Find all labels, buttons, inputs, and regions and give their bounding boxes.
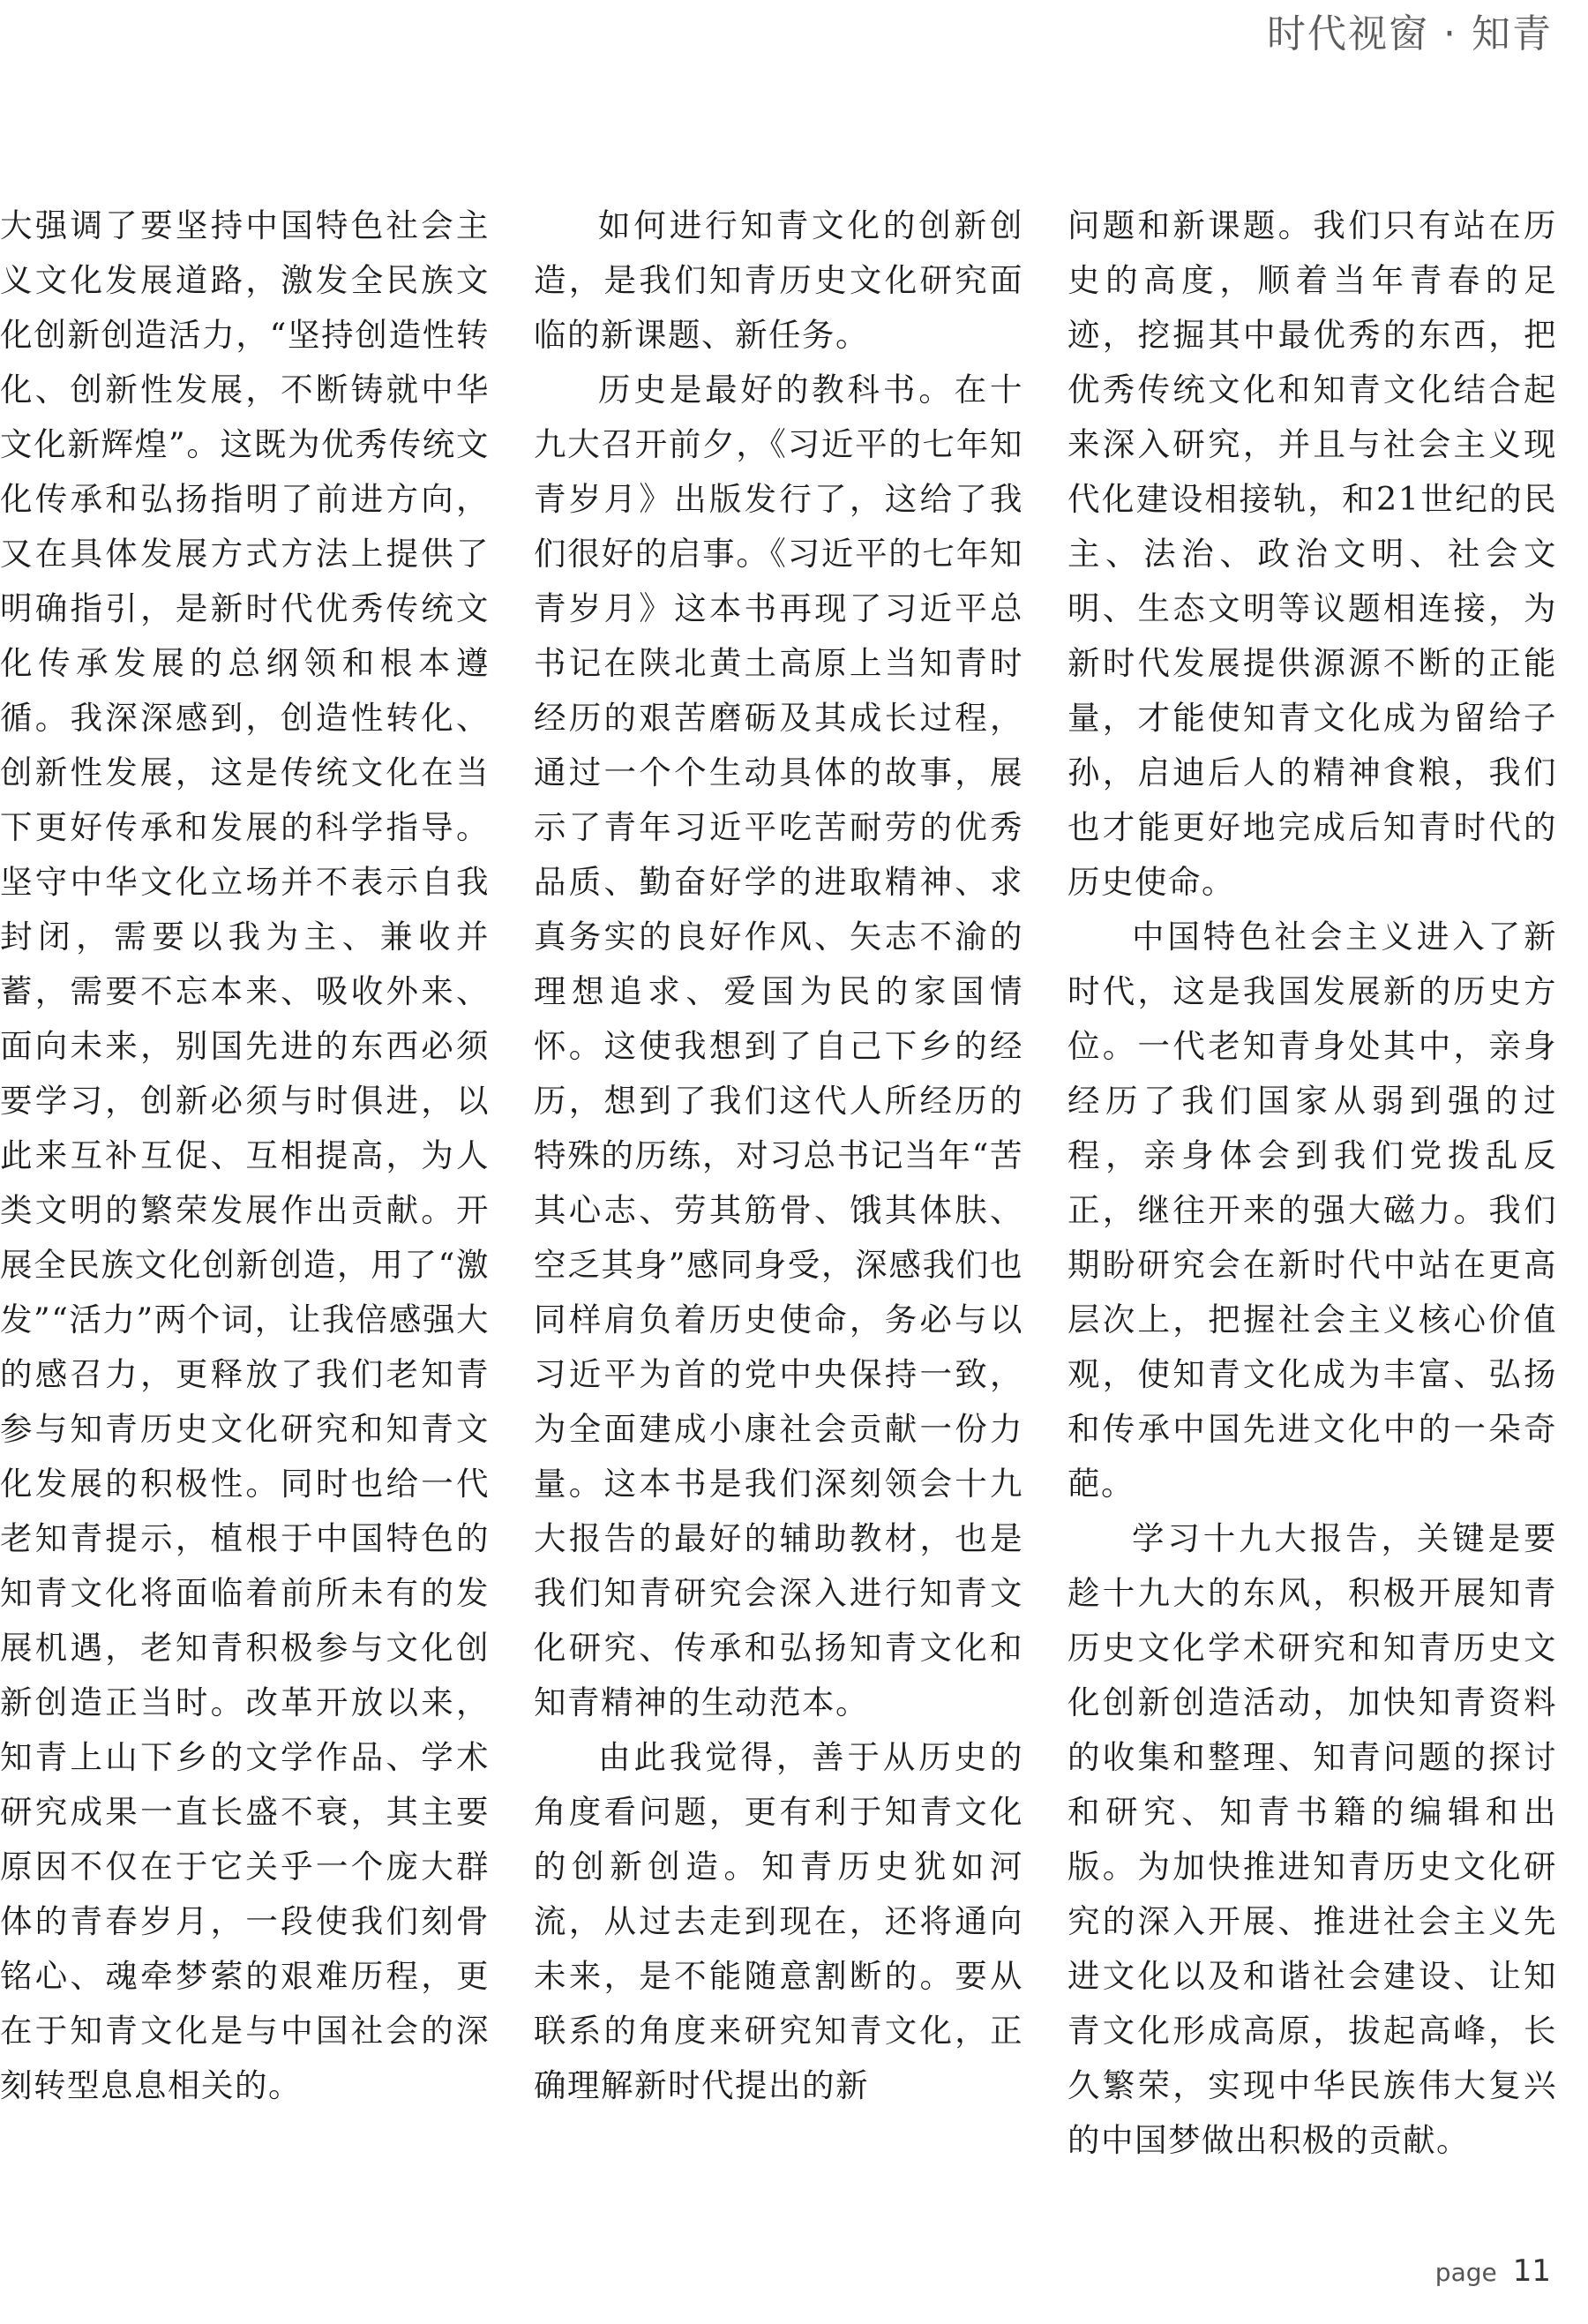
paragraph: 中国特色社会主义进入了新时代，这是我国发展新的历史方位。一代老知青身处其中，亲身经历了我们国家从弱到强的过程，亲身体会到我们党拨乱反正，继往开来的强大磁力。我们期盼研究会在新时代中站在更高层次上，把握社会主义核心价值观，使知青文化成为丰富、弘扬和传承中国先进文化中的一朵奇葩。 <box>1067 918 1557 1503</box>
paragraph: 如何进行知青文化的创新创造，是我们知青历史文化研究面临的新课题、新任务。 <box>534 206 1023 354</box>
section-title: 时代视窗 · 知青 <box>1267 11 1553 56</box>
page-number: 11 <box>1512 2253 1551 2289</box>
page-footer <box>1435 2253 1551 2289</box>
text-column-3 <box>1067 199 1557 2168</box>
paragraph: 由此我觉得，善于从历史的角度看问题，更有利于知青文化的创新创造。知青历史犹如河流，从过去走到现在，还将通向未来，是不能随意割断的。要从联系的角度来研究知青文化，正确理解新时代提出的新 <box>534 1738 1023 2104</box>
section-header <box>1267 4 1553 65</box>
paragraph: 历史是最好的教科书。在十九大召开前夕，《习近平的七年知青岁月》出版发行了，这给了我们很好的启事。《习近平的七年知青岁月》这本书再现了习近平总书记在陕北黄土高原上当知青时经历的艰苦磨砺及其成长过程，通过一个个生动具体的故事，展示了青年习近平吃苦耐劳的优秀品质、勤奋好学的进取精神、求真务实的良好作风、矢志不渝的理想追求、爱国为民的家国情怀。这使我想到了自己下乡的经历，想到了我们这代人所经历的特殊的历练，对习总书记当年“苦其心志、劳其筋骨、饿其体肤、空乏其身”感同身受，深感我们也同样肩负着历史使命，务必与以习近平为首的党中央保持一致，为全面建成小康社会贡献一份力量。这本书是我们深刻领会十九大报告的最好的辅助教材，也是我们知青研究会深入进行知青文化研究、传承和弘扬知青文化和知青精神的生动范本。 <box>534 371 1023 1721</box>
paragraph: 问题和新课题。我们只有站在历史的高度，顺着当年青春的足迹，挖掘其中最优秀的东西，把优秀传统文化和知青文化结合起来深入研究，并且与社会主义现代化建设相接轨，和21世纪的民主、法治、政治文明、社会文明、生态文明等议题相连接，为新时代发展提供源源不断的正能量，才能使知青文化成为留给子孙，启迪后人的精神食粮，我们也才能更好地完成后知青时代的历史使命。 <box>1067 206 1557 901</box>
paragraph: 大强调了要坚持中国特色社会主义文化发展道路，激发全民族文化创新创造活力，“坚持创造性转化、创新性发展，不断铸就中华文化新辉煌”。这既为优秀传统文化传承和弘扬指明了前进方向，又在具体发展方式方法上提供了明确指引，是新时代优秀传统文化传承发展的总纲领和根本遵循。我深深感到，创造性转化、创新性发展，这是传统文化在当下更好传承和发展的科学指导。坚守中华文化立场并不表示自我封闭，需要以我为主、兼收并蓄，需要不忘本来、吸收外来、面向未来，别国先进的东西必须要学习，创新必须与时俱进，以此来互补互促、互相提高，为人类文明的繁荣发展作出贡献。开展全民族文化创新创造，用了“激发”“活力”两个词，让我倍感强大的感召力，更释放了我们老知青参与知青历史文化研究和知青文化发展的积极性。同时也给一代老知青提示，植根于中国特色的知青文化将面临着前所未有的发展机遇，老知青积极参与文化创新创造正当时。改革开放以来，知青上山下乡的文学作品、学术研究成果一直长盛不衰，其主要原因不仅在于它关乎一个庞大群体的青春岁月，一段使我们刻骨铭心、魂牵梦萦的艰难历程，更在于知青文化是与中国社会的深刻转型息息相关的。 <box>0 206 490 2104</box>
text-column-2 <box>534 199 1023 2113</box>
paragraph: 学习十九大报告，关键是要趁十九大的东风，积极开展知青历史文化学术研究和知青历史文化创新创造活动，加快知青资料的收集和整理、知青问题的探讨和研究、知青书籍的编辑和出版。为加快推进知青历史文化研究的深入开展、推进社会主义先进文化以及和谐社会建设、让知青文化形成高原，拔起高峰，长久繁荣，实现中华民族伟大复兴的中国梦做出积极的贡献。 <box>1067 1519 1557 2159</box>
page-label: page <box>1434 2258 1497 2287</box>
text-column-1 <box>0 199 490 2113</box>
